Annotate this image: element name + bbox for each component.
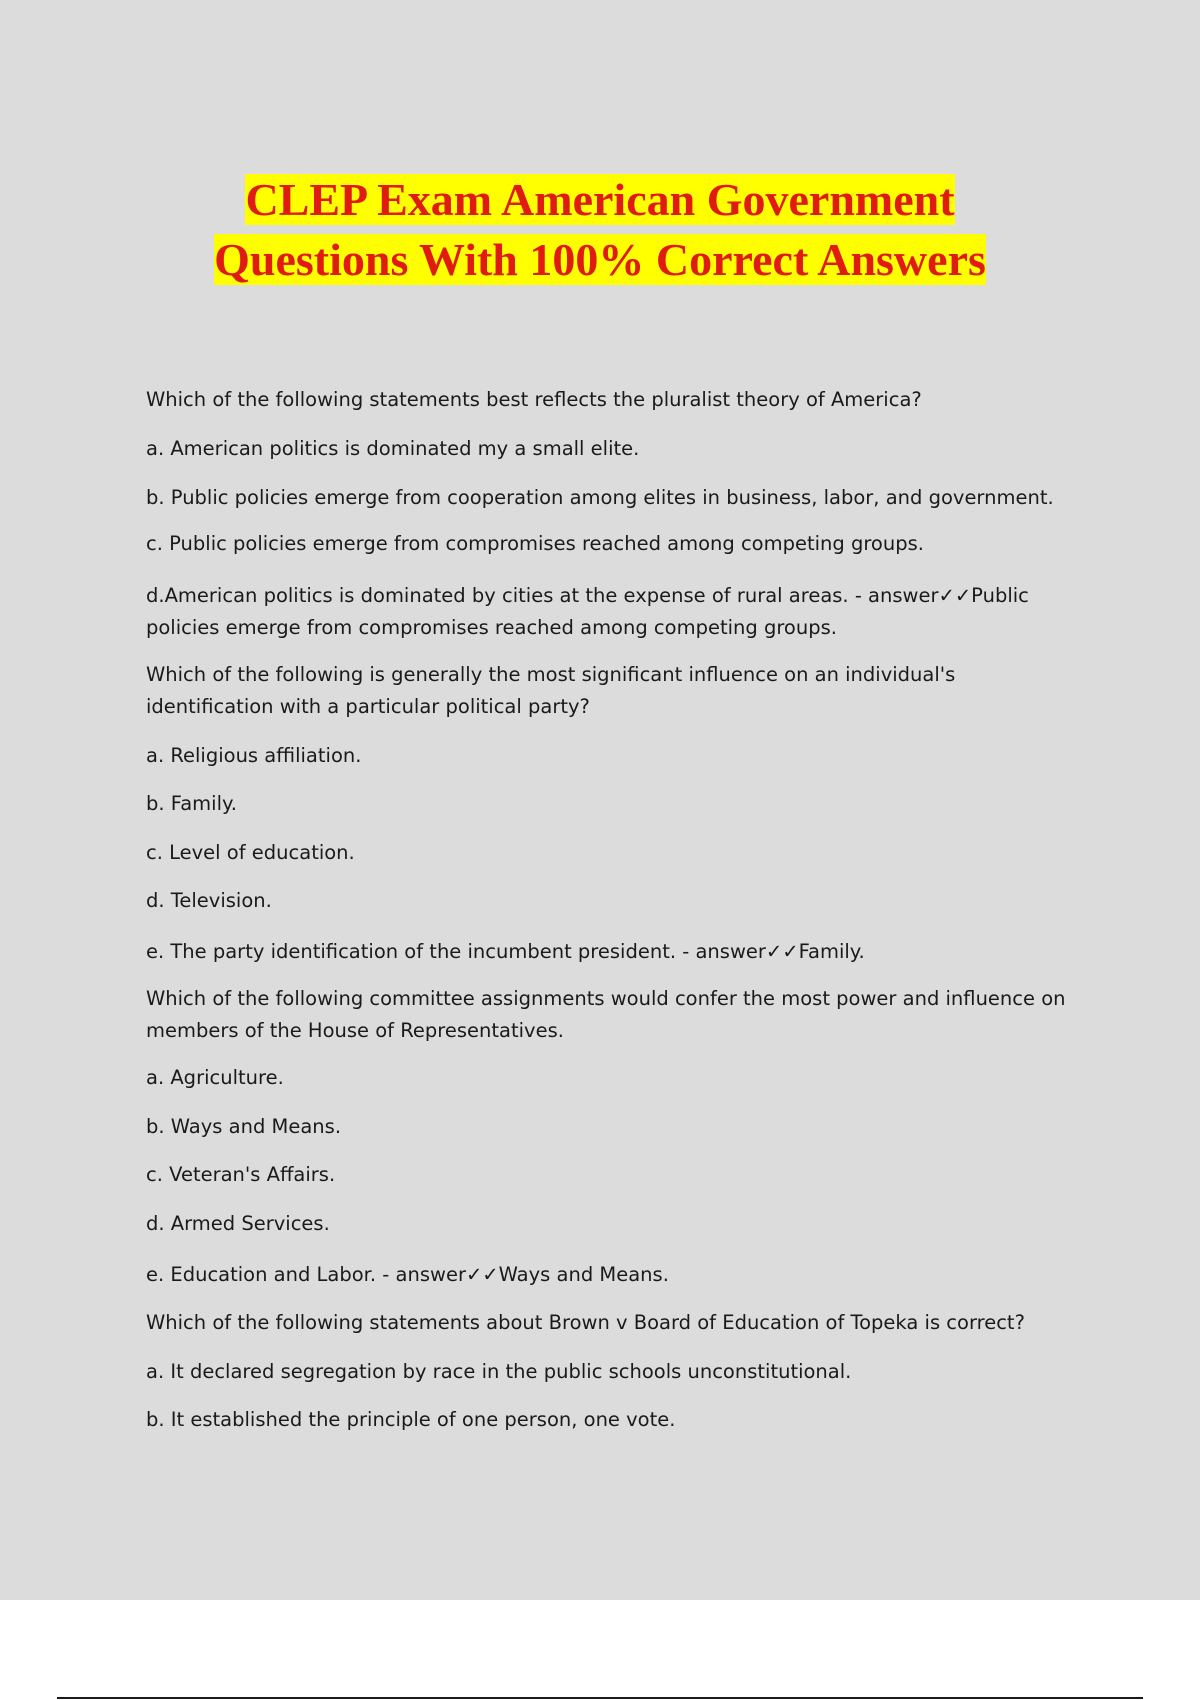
- question-2-option-b: b. Family.: [146, 792, 237, 815]
- document-title: [0, 170, 1200, 290]
- question-4-option-b: b. It established the principle of one person, one vote.: [146, 1408, 676, 1431]
- footer-rule: [57, 1697, 1143, 1699]
- question-3-option-d: d. Armed Services.: [146, 1212, 330, 1235]
- question-3-option-b: b. Ways and Means.: [146, 1115, 342, 1138]
- question-2-option-c: c. Level of education.: [146, 841, 355, 864]
- question-1-option-b: b. Public policies emerge from cooperation among elites in business, labor, and government.: [146, 486, 1054, 509]
- question-1-option-c: c. Public policies emerge from compromises reached among competing groups.: [146, 532, 924, 555]
- question-3-option-a: a. Agriculture.: [146, 1066, 284, 1089]
- question-2-option-a: a. Religious affiliation.: [146, 744, 362, 767]
- question-3-option-e-answer: e. Education and Labor. - answer✓✓Ways and Means.: [146, 1263, 669, 1286]
- question-2-text-continued: identification with a particular political party?: [146, 695, 590, 718]
- question-3-text: Which of the following committee assignments would confer the most power and influence on: [146, 987, 1066, 1010]
- question-2-text: Which of the following is generally the most significant influence on an individual's: [146, 663, 956, 686]
- title-line-2: Questions With 100% Correct Answers: [214, 234, 986, 285]
- question-4-option-a: a. It declared segregation by race in the public schools unconstitutional.: [146, 1360, 852, 1383]
- question-2-option-e-answer: e. The party identification of the incumbent president. - answer✓✓Family.: [146, 940, 865, 963]
- question-1-text: Which of the following statements best reflects the pluralist theory of America?: [146, 388, 922, 411]
- question-1-option-d-answer: d.American politics is dominated by cities at the expense of rural areas. - answer✓✓Public: [146, 584, 1029, 607]
- question-1-option-a: a. American politics is dominated my a small elite.: [146, 437, 640, 460]
- question-3-option-c: c. Veteran's Affairs.: [146, 1163, 336, 1186]
- question-3-text-continued: members of the House of Representatives.: [146, 1019, 564, 1042]
- question-4-text: Which of the following statements about Brown v Board of Education of Topeka is correct?: [146, 1311, 1025, 1334]
- title-line-1: CLEP Exam American Government: [245, 174, 955, 225]
- question-2-option-d: d. Television.: [146, 889, 272, 912]
- question-1-answer-continued: policies emerge from compromises reached among competing groups.: [146, 616, 837, 639]
